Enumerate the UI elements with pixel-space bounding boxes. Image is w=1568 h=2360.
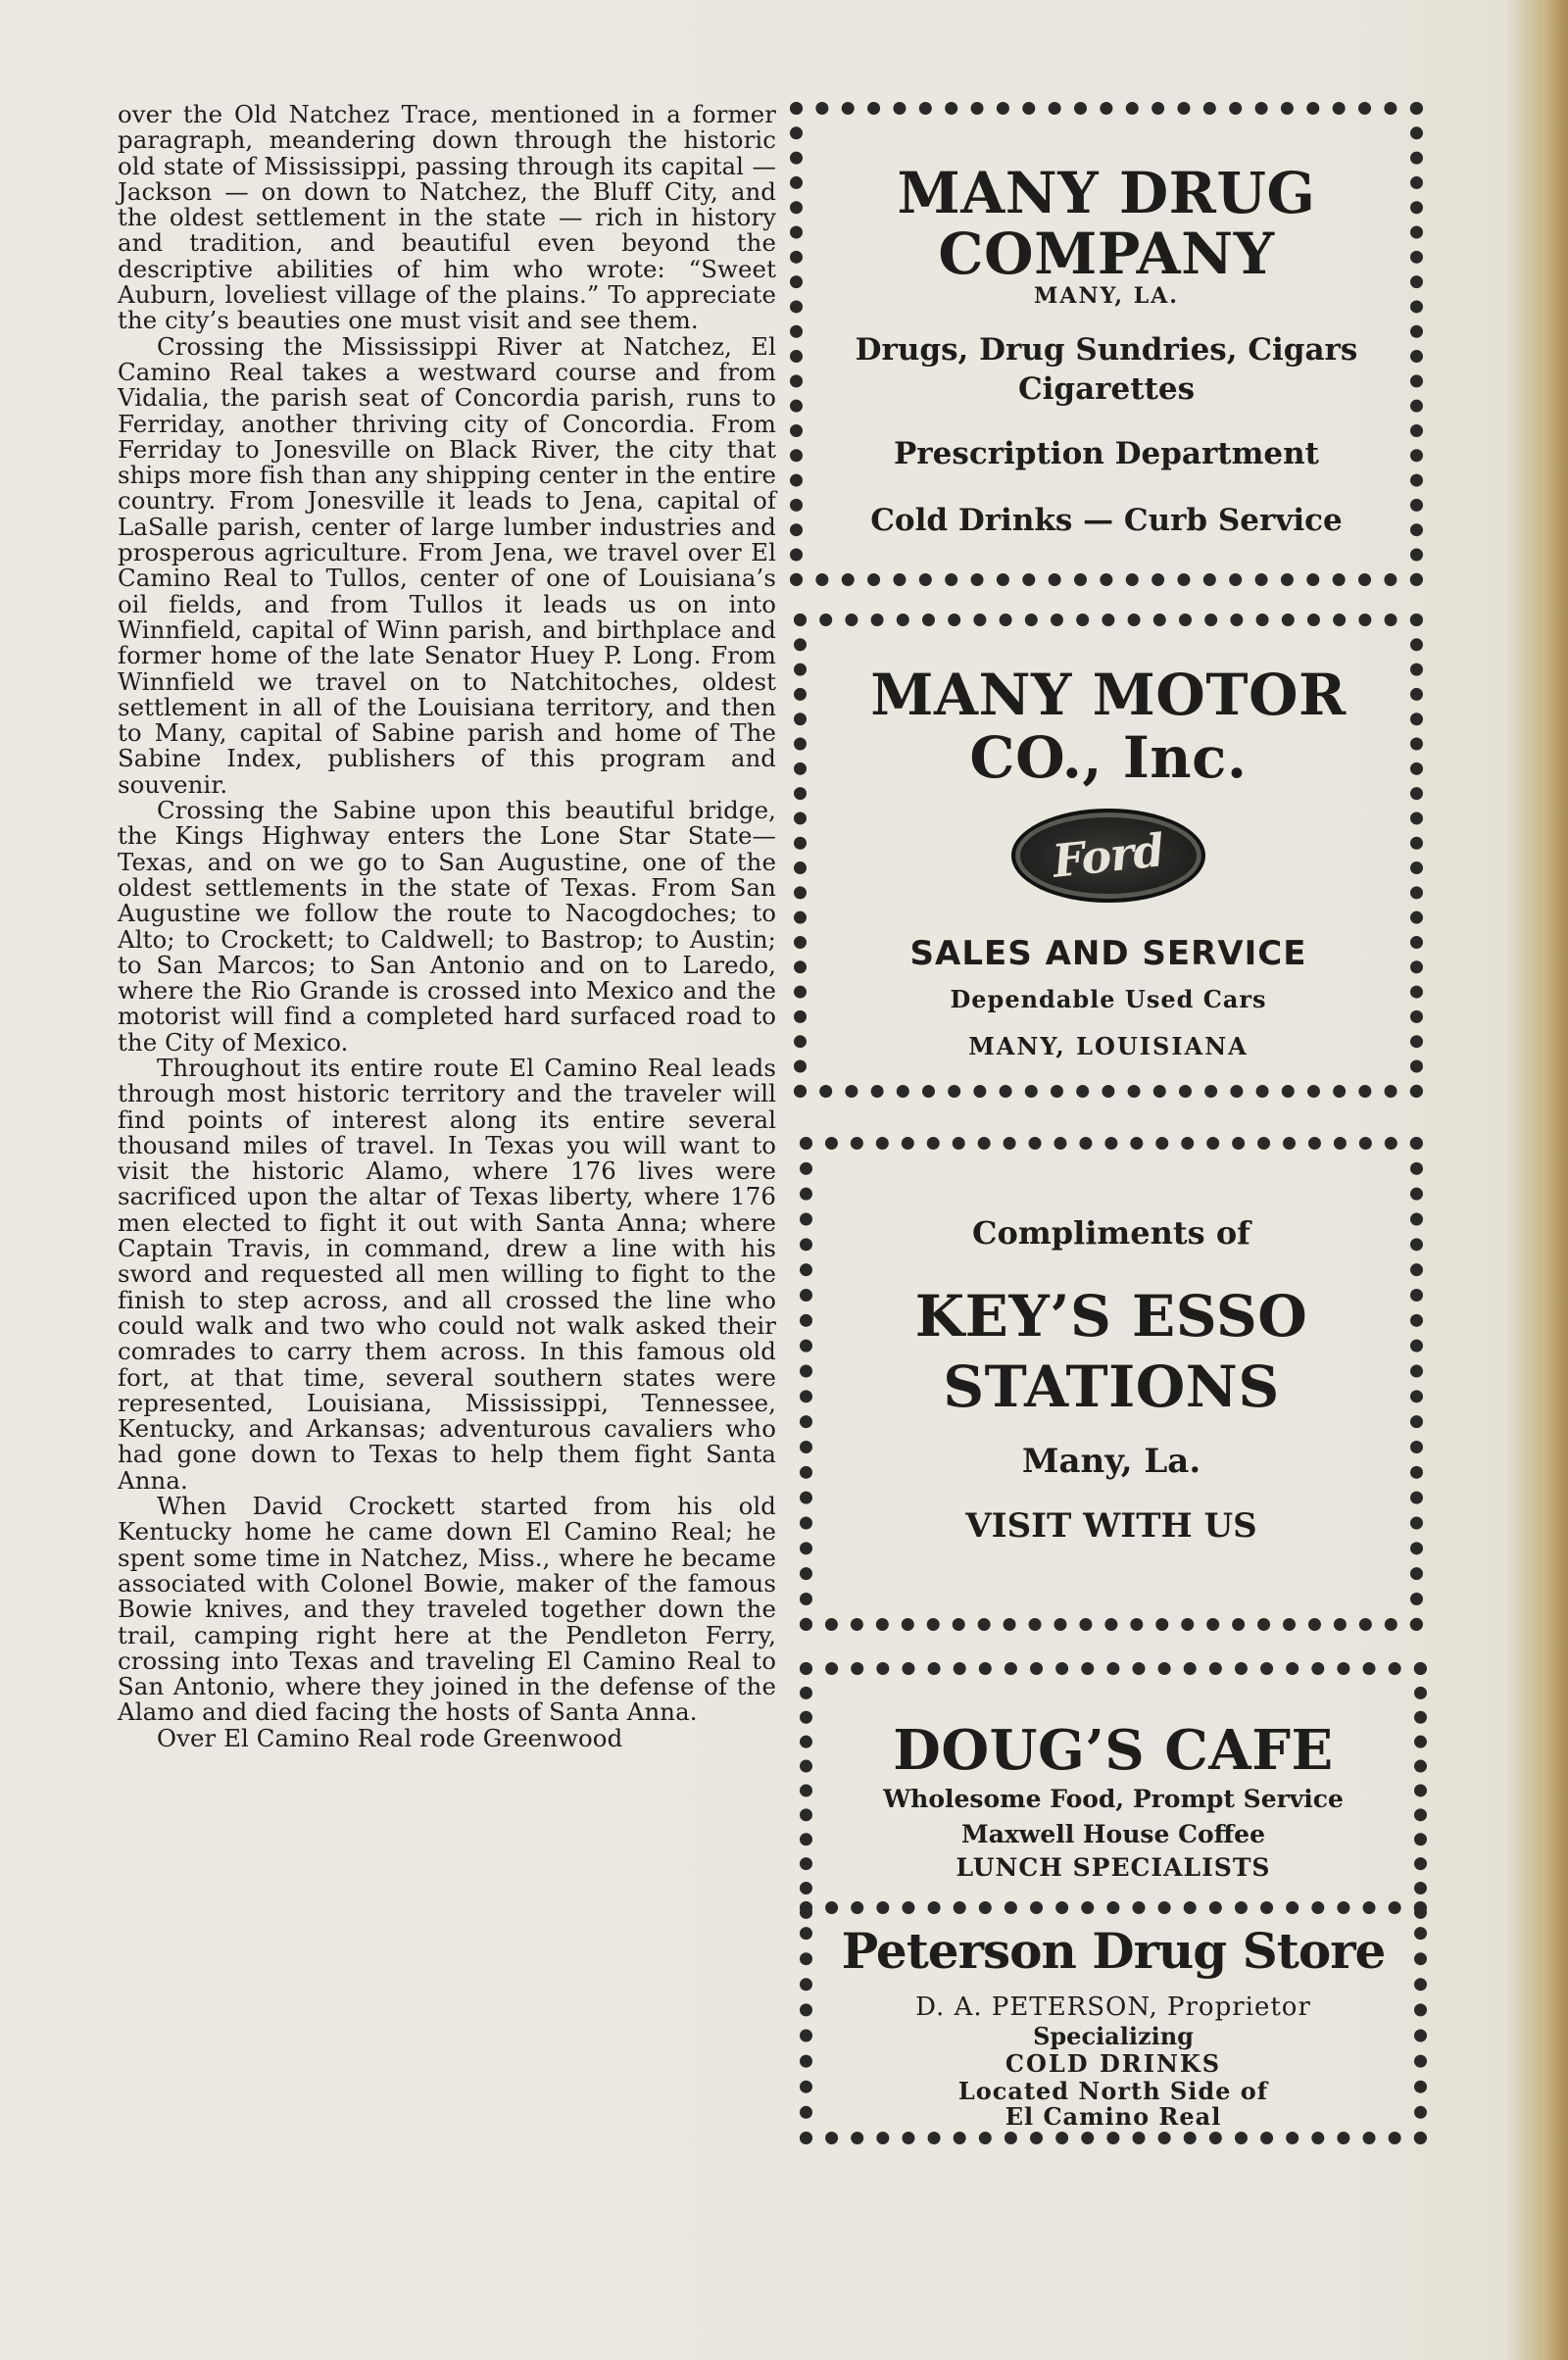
- ad-many-motor-co: [794, 614, 1423, 1098]
- ad-title: Peterson Drug Store: [841, 1922, 1386, 1980]
- ad-text: Maxwell House Coffee: [961, 1820, 1265, 1848]
- ad-text: Located North Side of: [957, 2077, 1269, 2105]
- ad-text: Drugs, Drug Sundries, Cigars: [855, 332, 1358, 368]
- ad-text: Cold Drinks — Curb Service: [870, 503, 1343, 538]
- ad-title: MANY DRUG: [897, 160, 1316, 226]
- ford-logo-text: Ford: [1050, 823, 1167, 888]
- ad-text: Dependable Used Cars: [950, 985, 1267, 1013]
- ad-title: COMPANY: [938, 221, 1275, 287]
- ad-title: MANY MOTOR: [870, 662, 1347, 728]
- ad-text: Cigarettes: [1017, 371, 1196, 407]
- ford-logo-icon: [1011, 809, 1205, 903]
- ad-peterson-drug-store: [800, 1901, 1427, 2144]
- article-paragraph: Over El Camino Real rode Greenwood: [157, 1723, 623, 1752]
- article-column: [118, 102, 776, 1751]
- ad-text: Wholesome Food, Prompt Service: [883, 1785, 1344, 1813]
- ad-title: KEY’S ESSO: [914, 1283, 1308, 1350]
- ad-title: STATIONS: [943, 1353, 1280, 1420]
- article-paragraph: Crossing the Mississippi River at Natchez, El Camino Real takes a westward course and from Vidalia, the parish seat of Concordia parish, runs to Ferriday, another thriving city of Concordia. From Ferriday to Jonesville on Black River, the city that ships more fish than any shipping center in the entire country. From Jonesville it leads to Jena, capital of LaSalle parish, center of large lumber industries and prosperous agriculture. From Jena, we travel over El Camino Real to Tullos, center of one of Louisiana’s oil fields, and from Tullos it leads us on into Winnfield, capital of Winn parish, and birthplace and former home of the late Senator Huey P. Long. From Winnfield we travel on to Natchitoches, oldest settlement in all of the Louisiana territory, and then to Many, capital of Sabine parish and home of The Sabine Index, publishers of this program and souvenir.: [118, 331, 776, 799]
- ad-text: COLD DRINKS: [1004, 2049, 1222, 2078]
- ad-text: Compliments of: [972, 1214, 1250, 1252]
- ad-location: MANY, LA.: [1034, 283, 1179, 309]
- ad-text: MANY, LOUISIANA: [968, 1032, 1249, 1060]
- article-paragraph: Throughout its entire route El Camino Real leads through most historic territory and the traveler will find points of interest along its entire several thousand miles of travel. In Texas you will want to visit the historic Alamo, where 176 lives were sacrificed upon the altar of Texas liberty, where 176 men elected to fight it out with Santa Anna; where Captain Travis, in command, drew a line with his sword and requested all men willing to fight to the finish to step across, and all crossed the line who could walk and two who could not walk asked their comrades to carry them across. In this famous old fort, at that time, several southern states were represented, Louisiana, Mississippi, Tennessee, Kentucky, and Arkansas; adventurous cavaliers who had gone down to Texas to help them fight Santa Anna.: [118, 1053, 776, 1495]
- ad-text: Prescription Department: [894, 436, 1319, 471]
- ad-keys-esso: [800, 1137, 1423, 1631]
- ad-many-drug-company: [790, 102, 1423, 586]
- article-paragraph: over the Old Natchez Trace, mentioned in a former paragraph, meandering down through the historic old state of Mississippi, passing through its capital — Jackson — on down to Natchez, the Bluff City, and the oldest settlement in the state — rich in history and tradition, and beautiful even beyond the descriptive abilities of him who wrote: “Sweet Auburn, loveliest village of the plains.” To appreciate the city’s beauties one must visit and see them.: [118, 100, 776, 335]
- ad-location: Many, La.: [1021, 1442, 1201, 1481]
- article-paragraph: When David Crockett started from his old Kentucky home he came down El Camino Real; he spent some time in Natchez, Miss., where he became associated with Colonel Bowie, maker of the famous Bowie knives, and they traveled together down the trail, camping right here at the Pendleton Ferry, crossing into Texas and traveling El Camino Real to San Antonio, where they joined in the defense of the Alamo and died facing the hosts of Santa Anna.: [118, 1492, 776, 1727]
- ad-text: VISIT WITH US: [965, 1506, 1257, 1546]
- ad-text: LUNCH SPECIALISTS: [956, 1853, 1271, 1882]
- ad-title: CO., Inc.: [969, 724, 1248, 791]
- article-paragraph: Crossing the Sabine upon this beautiful bridge, the Kings Highway enters the Lone Star State—Texas, and on we go to San Augustine, one of the oldest settlements in the state of Texas. From San Augustine we follow the route to Nacogdoches; to Alto; to Crockett; to Caldwell; to Bastrop; to Austin; to San Marcos; to San Antonio and on to Laredo, where the Rio Grande is crossed into Mexico and the motorist will find a completed hard surfaced road to the City of Mexico.: [118, 796, 776, 1057]
- ad-dougs-cafe: [800, 1662, 1427, 1919]
- ad-title: DOUG’S CAFE: [893, 1718, 1334, 1783]
- ad-text: El Camino Real: [1004, 2102, 1222, 2131]
- page-edge: [1543, 0, 1568, 2360]
- ad-text: D. A. PETERSON, Proprietor: [915, 1992, 1311, 2022]
- ad-text: Specializing: [1033, 2022, 1194, 2050]
- ad-text: SALES AND SERVICE: [909, 934, 1307, 973]
